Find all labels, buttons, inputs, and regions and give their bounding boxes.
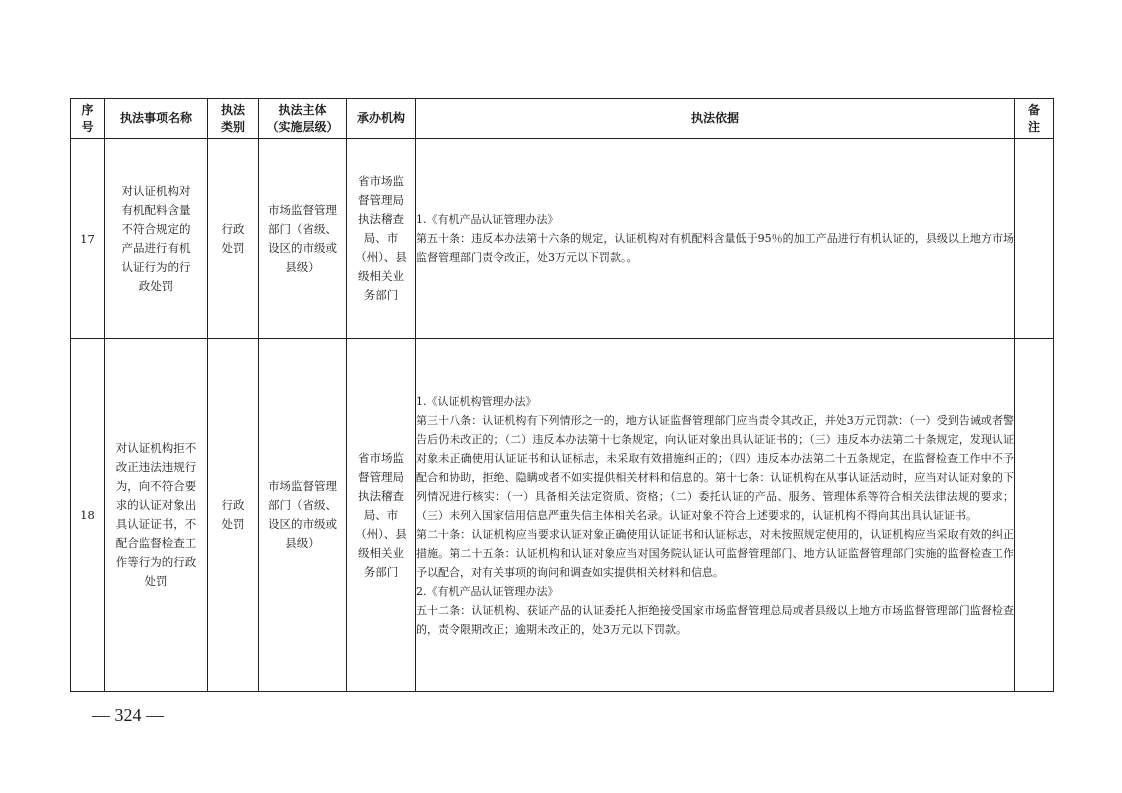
header-remarks: 备 注 bbox=[1015, 99, 1054, 139]
basis-article: 五十二条：认证机构、获证产品的认证委托人拒绝接受国家市场监督管理总局或者县级以上地方市场监督管理部门监督检查的，责令限期改正；逾期未改正的，处3万元以下罚款。 bbox=[416, 603, 1014, 636]
row-seq: 17 bbox=[71, 139, 105, 339]
row-category: 行政处罚 bbox=[208, 339, 259, 692]
row-seq: 18 bbox=[71, 339, 105, 692]
row-subject: 市场监督管理部门（省级、设区的市级或县级） bbox=[259, 139, 347, 339]
basis-article: 第五十条：违反本办法第十六条的规定，认证机构对有机配料含量低于95％的加工产品进行有机认证的，县级以上地方市场监督管理部门责令改正，处3万元以下罚款。。 bbox=[416, 232, 1014, 264]
row-category: 行政处罚 bbox=[208, 139, 259, 339]
row-item-name: 对认证机构拒不改正违法违规行为，向不符合要求的认证对象出具认证证书，不配合监督检查工作等行为的行政处罚 bbox=[105, 339, 208, 692]
basis-law-title: 1.《有机产品认证管理办法》 bbox=[416, 213, 559, 226]
enforcement-table bbox=[70, 98, 1054, 692]
page-number: — 324 — bbox=[92, 705, 164, 725]
table-row bbox=[71, 139, 1054, 339]
header-subject: 执法主体 （实施层级） bbox=[259, 99, 347, 139]
table-header-row bbox=[71, 99, 1054, 139]
row-item-name: 对认证机构对有机配料含量不符合规定的产品进行有机认证行为的行政处罚 bbox=[105, 139, 208, 339]
basis-article: 第三十八条：认证机构有下列情形之一的，地方认证监督管理部门应当责令其改正，并处3万元罚款：（一）受到告诫或者警告后仍未改正的；（二）违反本办法第十七条规定，向认证对象出具认证证书的；（三）违反本办法第二十条规定，发现认证对象未正确使用认证证书和认证标志，未采取有效措施纠正的；（四）违反本办法第二十五条规定，在监督检查工作中不予配合和协助，拒绝、隐瞒或者不如实提供相关材料和信息的。第十七条：认证机构在从事认证活动时，应当对认证对象的下列情况进行核实：（一）具备相关法定资质、资格；（二）委托认证的产品、服务、管理体系等符合相关法律法规的要求；（三）未列入国家信用信息严重失信主体相关名录。认证对象不符合上述要求的，认证机构不得向其出具认证证书。 bbox=[416, 413, 1014, 522]
header-category: 执法 类别 bbox=[208, 99, 259, 139]
table-row bbox=[71, 339, 1054, 692]
header-agency: 承办机构 bbox=[347, 99, 416, 139]
row-agency: 省市场监督管理局执法稽查局、市（州）、县级相关业务部门 bbox=[347, 339, 416, 692]
row-basis bbox=[416, 339, 1015, 692]
row-agency: 省市场监督管理局执法稽查局、市（州）、县级相关业务部门 bbox=[347, 139, 416, 339]
basis-law-title: 2.《有机产品认证管理办法》 bbox=[416, 584, 559, 598]
header-item-name: 执法事项名称 bbox=[105, 99, 208, 139]
header-seq: 序 号 bbox=[71, 99, 105, 139]
row-remarks bbox=[1015, 139, 1054, 339]
basis-article: 第二十条：认证机构应当要求认证对象正确使用认证证书和认证标志，对未按照规定使用的，认证机构应当采取有效的纠正措施。第二十五条：认证机构和认证对象应当对国务院认证认可监督管理部门、地方认证监督管理部门实施的监督检查工作予以配合，对有关事项的询问和调查如实提供相关材料和信息。 bbox=[416, 527, 1014, 579]
basis-law-title: 1.《认证机构管理办法》 bbox=[416, 394, 537, 408]
row-basis bbox=[416, 139, 1015, 339]
row-subject: 市场监督管理部门（省级、设区的市级或县级） bbox=[259, 339, 347, 692]
header-basis: 执法依据 bbox=[416, 99, 1015, 139]
row-remarks bbox=[1015, 339, 1054, 692]
